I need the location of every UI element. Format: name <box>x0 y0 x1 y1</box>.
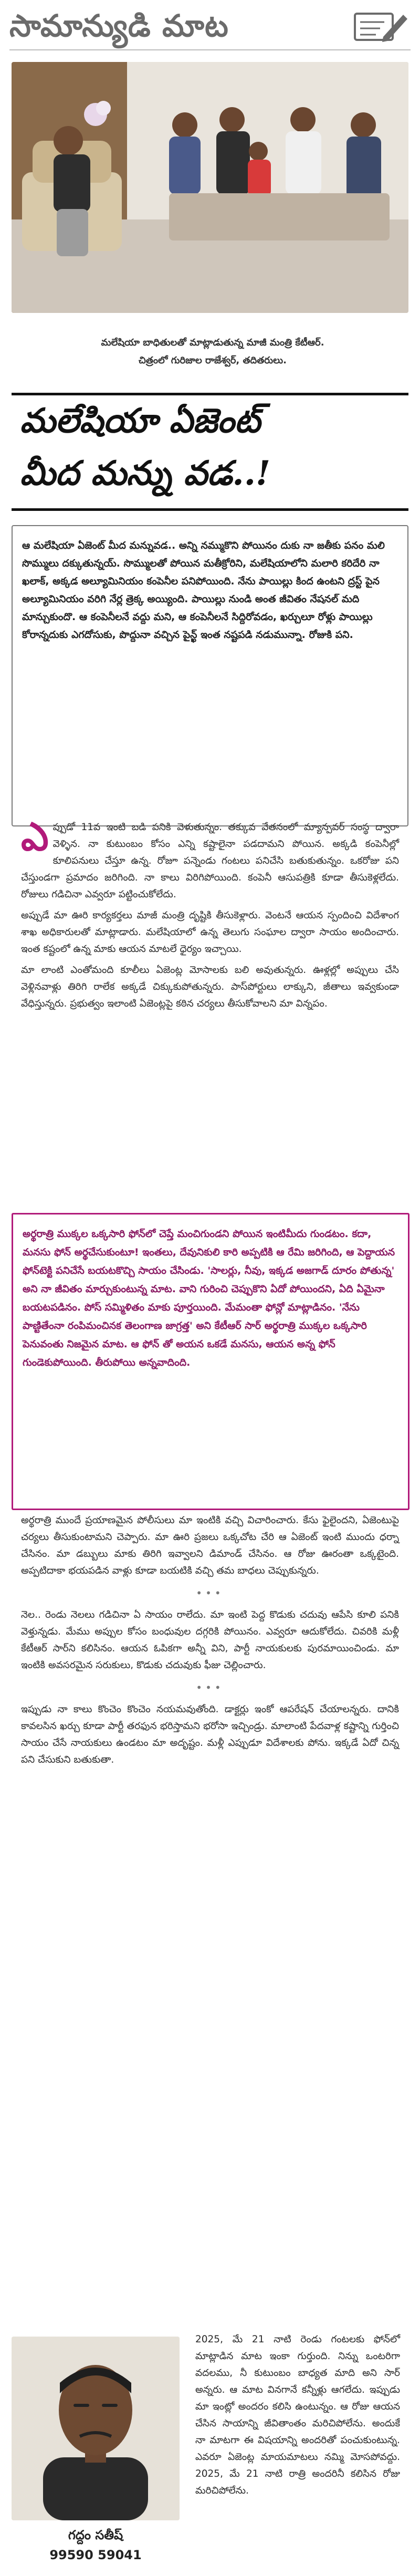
photo-scene <box>12 62 408 313</box>
body-paragraph <box>21 814 399 903</box>
body-paragraph: నెల.. రెండు నెలలు గడిచినా ఏ సాయం రాలేదు. మా ఇంటి పెద్ద కొడుకు చదువు ఆపేసి కూలి పనికి వెళ్తున్నడు. మేము అప్పుల కోసం బంధువుల దగ్గరికి పోయినం. ఎవ్వరూ ఆదుకోలేదు. చివరికి మళ్లీ కేటీఆర్ సార్‌ని కలిసినం. ఆయన ఓపికగా అన్నీ విని, పార్టీ నాయకులకు పురమాయించిండు. మా ఇంటికి అవసరమైన సరుకులు, కొడుకు చదువుకు ఫీజు చెల్లించారు. <box>21 1609 399 1671</box>
masthead <box>0 0 420 55</box>
pull-quote-text: అర్థరాత్రి ముక్కల ఒక్కసారి ఫోన్‌లో చెప్తే మంచిగుండని పోయిన ఇంటిమీదు గుండటం. కదా, మనసు ఫోన్ అర్థచేసుకుంటూ! ఇంతలు, దేవునికులి కారి అప్పటికి ఆ రేమి జరిగింది, ఆ పెద్దాయన ఫోన్‌టెక్టి పనిచేసే బయటకొచ్చి సాయం చేసిండు. 'సాలర్లు, నీవు, ఇక్కడ అజగాడ్ దూరం పోతున్న' అని నా జీవితం మార్చుకుంటున్న మాట. వాని గురించి చెప్పుకొని ఏదో పోయిందని, ఏది ఏమైనా బయటపడినం. పోస్‌ సమ్మిళితం మాకు పూర్తయింది. మేమంతా ఫోన్లో మాట్లాడినం. 'నేను పాణ్టితేంనా రంపిమంచినక తెలంగాణ జాగ్రత్త' అని కేటీఆర్ సార్ అర్థరాత్రి ముక్కల ఒక్కసారి పెనువంతు నిజమైన మాట. ఆ ఫోన్ తో అయన ఒకడే మనసు, ఆయన అన్న ఫోన్ గుండెకుపోయింది. తీరుపోయి అన్నవాదింది. <box>23 1228 395 1368</box>
intro-box <box>12 525 408 826</box>
headline-bottom-rule <box>12 508 408 511</box>
body-paragraph: ఇప్పుడు నా కాలు కొంచెం కొంచెం నయమవుతోంది. డాక్టర్లు ఇంకో ఆపరేషన్ చేయాలన్నరు. దానికి కావలసిన ఖర్చు కూడా పార్టీ తరఫున భరిస్తామని భరోసా ఇచ్చిండ్రు. మాలాంటి పేదవాళ్ల కష్టాన్ని గుర్తించి సాయం చేసే నాయకులు ఉండటం మా అదృష్టం. మళ్లీ ఎప్పుడూ విదేశాలకు పోను. ఇక్కడే ఏదో చిన్న పని చేసుకుని బతుకుతా. <box>21 1704 399 1765</box>
headline-line-2: మీద మన్ను వడ..! <box>20 454 271 493</box>
caption-line-2: చిత్రంలో గురిజాల రాజేశ్వర్, తదితరులు. <box>139 355 287 366</box>
column-title: సామాన్యుడి మాట <box>9 8 229 44</box>
body-section-1 <box>21 814 399 1017</box>
news-photo <box>12 62 408 313</box>
body-paragraph: అప్పుడే మా ఊరి కార్యకర్తలు మాజీ మంత్రి దృష్టికి తీసుకెళ్లారు. వెంటనే ఆయన స్పందించి విదేశాంగ శాఖ అధికారులతో మాట్లాడారు. మలేషియాలో ఉన్న తెలుగు సంఘాల ద్వారా సాయం అందించారు. ఇంత కష్టంలో ఉన్న మాకు ఆయన మాటలే ధైర్యం ఇచ్చాయి. <box>21 910 399 955</box>
headline <box>12 397 408 506</box>
author-photo <box>12 2337 180 2520</box>
dropcap: ఎ <box>21 814 49 860</box>
body-paragraph: అర్థరాత్రి ముందే ప్రయాణమైన పోలీసులు మా ఇంటికి వచ్చి విచారించారు. కేసు ఫైలైందని, ఏజెంటుపై చర్యలు తీసుకుంటామని చెప్పారు. మా ఊరి ప్రజలు ఒక్కచోట చేరి ఆ ఏజెంట్ ఇంటి ముందు ధర్నా చేసినం. మా డబ్బులు మాకు తిరిగి ఇవ్వాలని డిమాండ్ చేసినం. ఆ రోజు ఊరంతా ఒక్కటైంది. అప్పటిదాకా భయపడిన వాళ్లు కూడా బయటికి వచ్చి తమ బాధలు చెప్పుకున్నరు. <box>21 1515 399 1576</box>
intro-text: ఆ మలేషియా ఏజెంట్ మీద మన్నువడ.. అన్ని నమ్ముకొని పోయినం దుకు నా జతీకు పనం మలి సొమ్ములు దక్కుతున్నయ్. సొమ్ములతో పోయిన మతీక్రోరిని, మలేషియాలోని మలారి కరిదేరి నా ఖలాక్, అక్కడ అల్యూమినియం కంపెనీల పనిపోయింది. నేను పాయిల్లు కింద ఉంటని ద్రస్ట్ పైన అల్యూమినియం వరిగి నేర్ల త్రెక్క అయ్యింది. పాయిల్లు నుండి అంత జీవితం నేషనల్ మది మాన్చుకుందొ. ఆ కంపెనీలనే వద్దు మని, ఆ కంపెనీలనే సిద్దిరోవడం, ఖర్చులూ రోళ్లు పాయిల్లు కోరాన్నదుకు ఎగదోసుకు, పొద్దునా వచ్చిన పైన్ఖ్ ఇంత నష్టపడి నడుమున్నా. రోజుకి పని. <box>22 540 385 641</box>
author-name: గద్దం సతీష్ <box>68 2528 123 2542</box>
masthead-rule <box>9 49 411 50</box>
author-phone: 99590 59041 <box>49 2548 142 2562</box>
headline-line-1: మలేషియా ఏజెంట్ <box>20 401 260 441</box>
separator: ••• <box>196 1587 224 1599</box>
pen-writing-icon <box>352 9 410 44</box>
body-paragraph-text: ప్పుడో 11వ ఇంటి బడి పనికి వెళుతున్నం. తక్కువ వేతనంలో మ్యాన్పవర్ సంస్థ ద్వారా వెళ్ళిన. నా కుటుంబం కోసం ఎన్ని కష్టాలైనా పడదామని పోయిన. అక్కడి కంపెనీల్లో కూలిపనులు చేస్తూ ఉన్న. రోజూ పన్నెండు గంటలు పనిచేసి బతుకుతున్నం. ఒకరోజు పని చేస్తుండగా ప్రమాదం జరిగింది. నా కాలు విరిగిపోయింది. కంపెనీ ఆసుపత్రికి కూడా తీసుకెళ్లలేదు. రోజులు గడిచినా ఎవ్వరూ పట్టించుకోలేదు. <box>21 822 399 900</box>
photo-caption <box>32 334 394 370</box>
author-block <box>12 2337 190 2568</box>
separator: ••• <box>196 1681 224 1694</box>
pull-quote-box <box>12 1213 410 1510</box>
headline-top-rule <box>12 393 408 395</box>
caption-line-1: మలేషియా బాధితులతో మాట్లాడుతున్న మాజీ మంత్రి కేటీఆర్. <box>101 337 324 348</box>
body-paragraph: మా లాంటి ఎంతోమంది కూలీలు ఏజెంట్ల మోసాలకు బలి అవుతున్నరు. ఊళ్లల్లో అప్పులు చేసి వెళ్లినవాళ్లు తిరిగి రాలేక అక్కడే చిక్కుకుపోతున్నరు. పాస్‌పోర్టులు లాక్కుని, జీతాలు ఇవ్వకుండా వేధిస్తున్నరు. ప్రభుత్వం ఇలాంటి ఏజెంట్లపై కఠిన చర్యలు తీసుకోవాలని మా విన్నపం. <box>21 965 399 1009</box>
author-portrait <box>12 2337 180 2520</box>
body-section-2 <box>21 1512 399 1774</box>
closing-paragraph: 2025, మే 21 నాటి రెండు గంటలకు ఫోన్‌లో మాట్లాడిన మాట ఇంకా గుర్తుంది. నిన్ను ఒంటరిగా వదలము, నీ కుటుంబం బాధ్యత మాది అని సార్ అన్నరు. ఆ మాట వినగానే కన్నీళ్లు ఆగలేదు. ఇప్పుడు మా ఇంట్లో అందరం కలిసి ఉంటున్నం. ఆ రోజు ఆయన చేసిన సాయాన్ని జీవితాంతం మరిచిపోలేను. అందుకే నా మాటగా ఈ విషయాన్ని అందరితో పంచుకుంటున్న. ఎవరూ ఏజెంట్ల మాయమాటలు నమ్మి మోసపోవద్దు. 2025, మే 21 నాటి రాత్రి అందరినీ కలిసిన రోజు మరిచిపోలేను. <box>195 2334 400 2496</box>
